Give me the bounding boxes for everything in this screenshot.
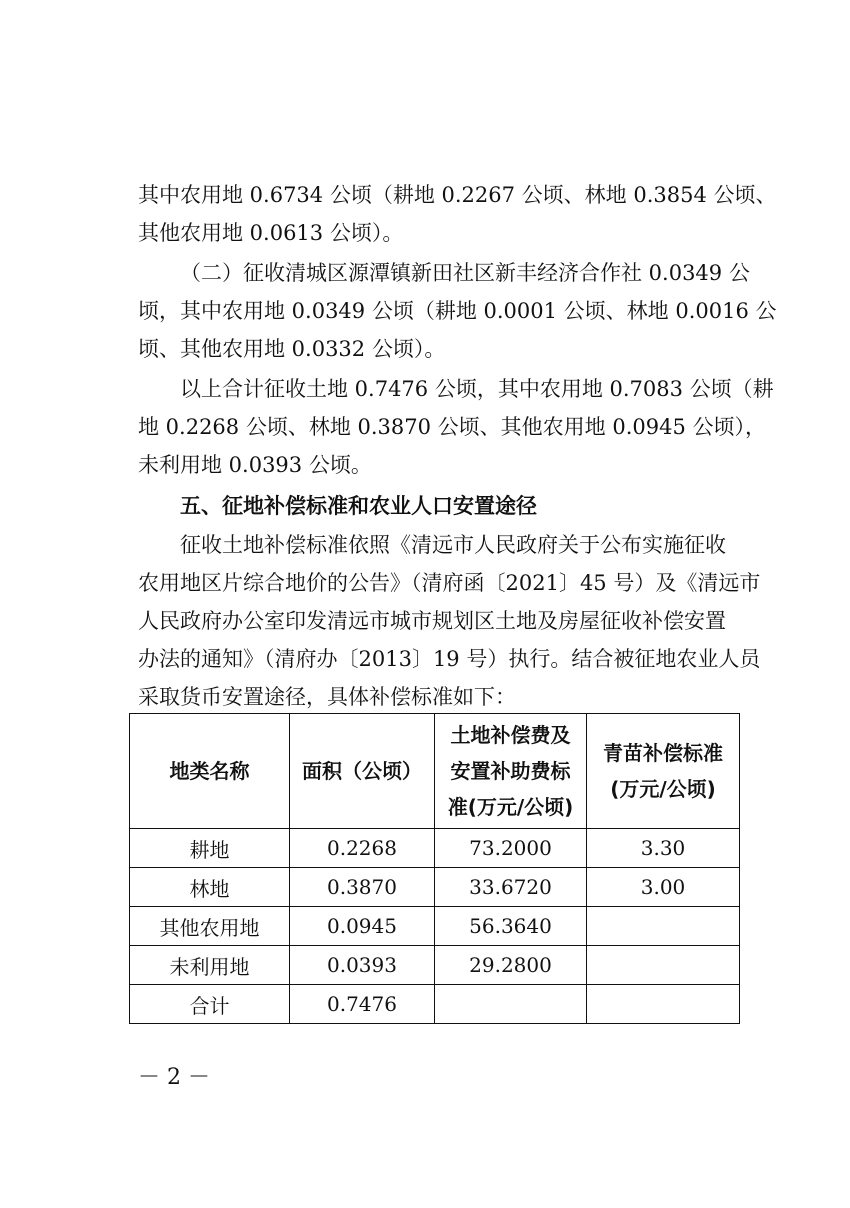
paragraph-3 (138, 370, 774, 484)
text-line: 农用地区片综合地价的公告》（清府函〔2021〕45 号）及《清远市 (138, 571, 761, 595)
table-row (130, 946, 740, 985)
text-line: 办法的通知》（清府办〔2013〕19 号）执行。结合被征地农业人员 (138, 647, 761, 671)
text-line: 其中农用地 0.6734 公顷（耕地 0.2267 公顷、林地 0.3854 公顷、 (138, 183, 777, 207)
header-line: 安置补助费标 (450, 759, 571, 783)
header-line: 土地补偿费及 (450, 723, 571, 747)
cell-crop-comp: 3.00 (587, 868, 740, 907)
cell-crop-comp: 3.30 (587, 829, 740, 868)
cell-land-type: 林地 (130, 868, 290, 907)
text-line: 未利用地 0.0393 公顷。 (138, 453, 372, 477)
compensation-table (129, 713, 740, 1024)
paragraph-2 (138, 254, 777, 368)
cell-crop-comp (587, 907, 740, 946)
table-header-row (130, 714, 740, 829)
cell-land-comp: 56.3640 (435, 907, 587, 946)
text-line: 人民政府办公室印发清远市城市规划区土地及房屋征收补偿安置 (138, 609, 726, 633)
heading-text: 五、征地补偿标准和农业人口安置途径 (180, 494, 537, 518)
cell-crop-comp (587, 985, 740, 1024)
cell-land-comp (435, 985, 587, 1024)
text-line: 以上合计征收土地 0.7476 公顷，其中农用地 0.7083 公顷（耕 (180, 377, 774, 401)
cell-crop-comp (587, 946, 740, 985)
table-row (130, 829, 740, 868)
cell-land-type: 其他农用地 (130, 907, 290, 946)
cell-area: 0.0945 (290, 907, 435, 946)
text-line: 其他农用地 0.0613 公顷）。 (138, 221, 404, 245)
cell-area: 0.7476 (290, 985, 435, 1024)
table-row (130, 985, 740, 1024)
text-line: 征收土地补偿标准依照《清远市人民政府关于公布实施征收 (180, 533, 726, 557)
text-line: （二）征收清城区源潭镇新田社区新丰经济合作社 0.0349 公 (180, 261, 750, 285)
paragraph-1 (138, 176, 777, 252)
cell-land-comp: 29.2800 (435, 946, 587, 985)
header-line: (万元/公顷) (610, 777, 716, 801)
table-row (130, 868, 740, 907)
paragraph-4 (138, 526, 761, 716)
cell-area: 0.2268 (290, 829, 435, 868)
header-line: 青苗补偿标准 (603, 741, 723, 765)
table-row (130, 907, 740, 946)
header-land-type: 地类名称 (130, 714, 290, 829)
page-number: － 2 － (138, 1065, 210, 1090)
cell-land-type: 合计 (130, 985, 290, 1024)
text-line: 地 0.2268 公顷、林地 0.3870 公顷、其他农用地 0.0945 公顷）， (138, 415, 766, 439)
text-line: 采取货币安置途径，具体补偿标准如下： (138, 685, 516, 709)
cell-area: 0.0393 (290, 946, 435, 985)
header-land-compensation (435, 714, 587, 829)
cell-land-comp: 33.6720 (435, 868, 587, 907)
text-line: 顷、其他农用地 0.0332 公顷）。 (138, 337, 446, 361)
cell-area: 0.3870 (290, 868, 435, 907)
cell-land-type: 耕地 (130, 829, 290, 868)
section-heading (138, 487, 734, 525)
header-crop-compensation (587, 714, 740, 829)
header-area: 面积（公顷） (290, 714, 435, 829)
cell-land-type: 未利用地 (130, 946, 290, 985)
header-line: 准(万元/公顷) (447, 795, 574, 819)
text-line: 顷，其中农用地 0.0349 公顷（耕地 0.0001 公顷、林地 0.0016 公 (138, 299, 777, 323)
cell-land-comp: 73.2000 (435, 829, 587, 868)
